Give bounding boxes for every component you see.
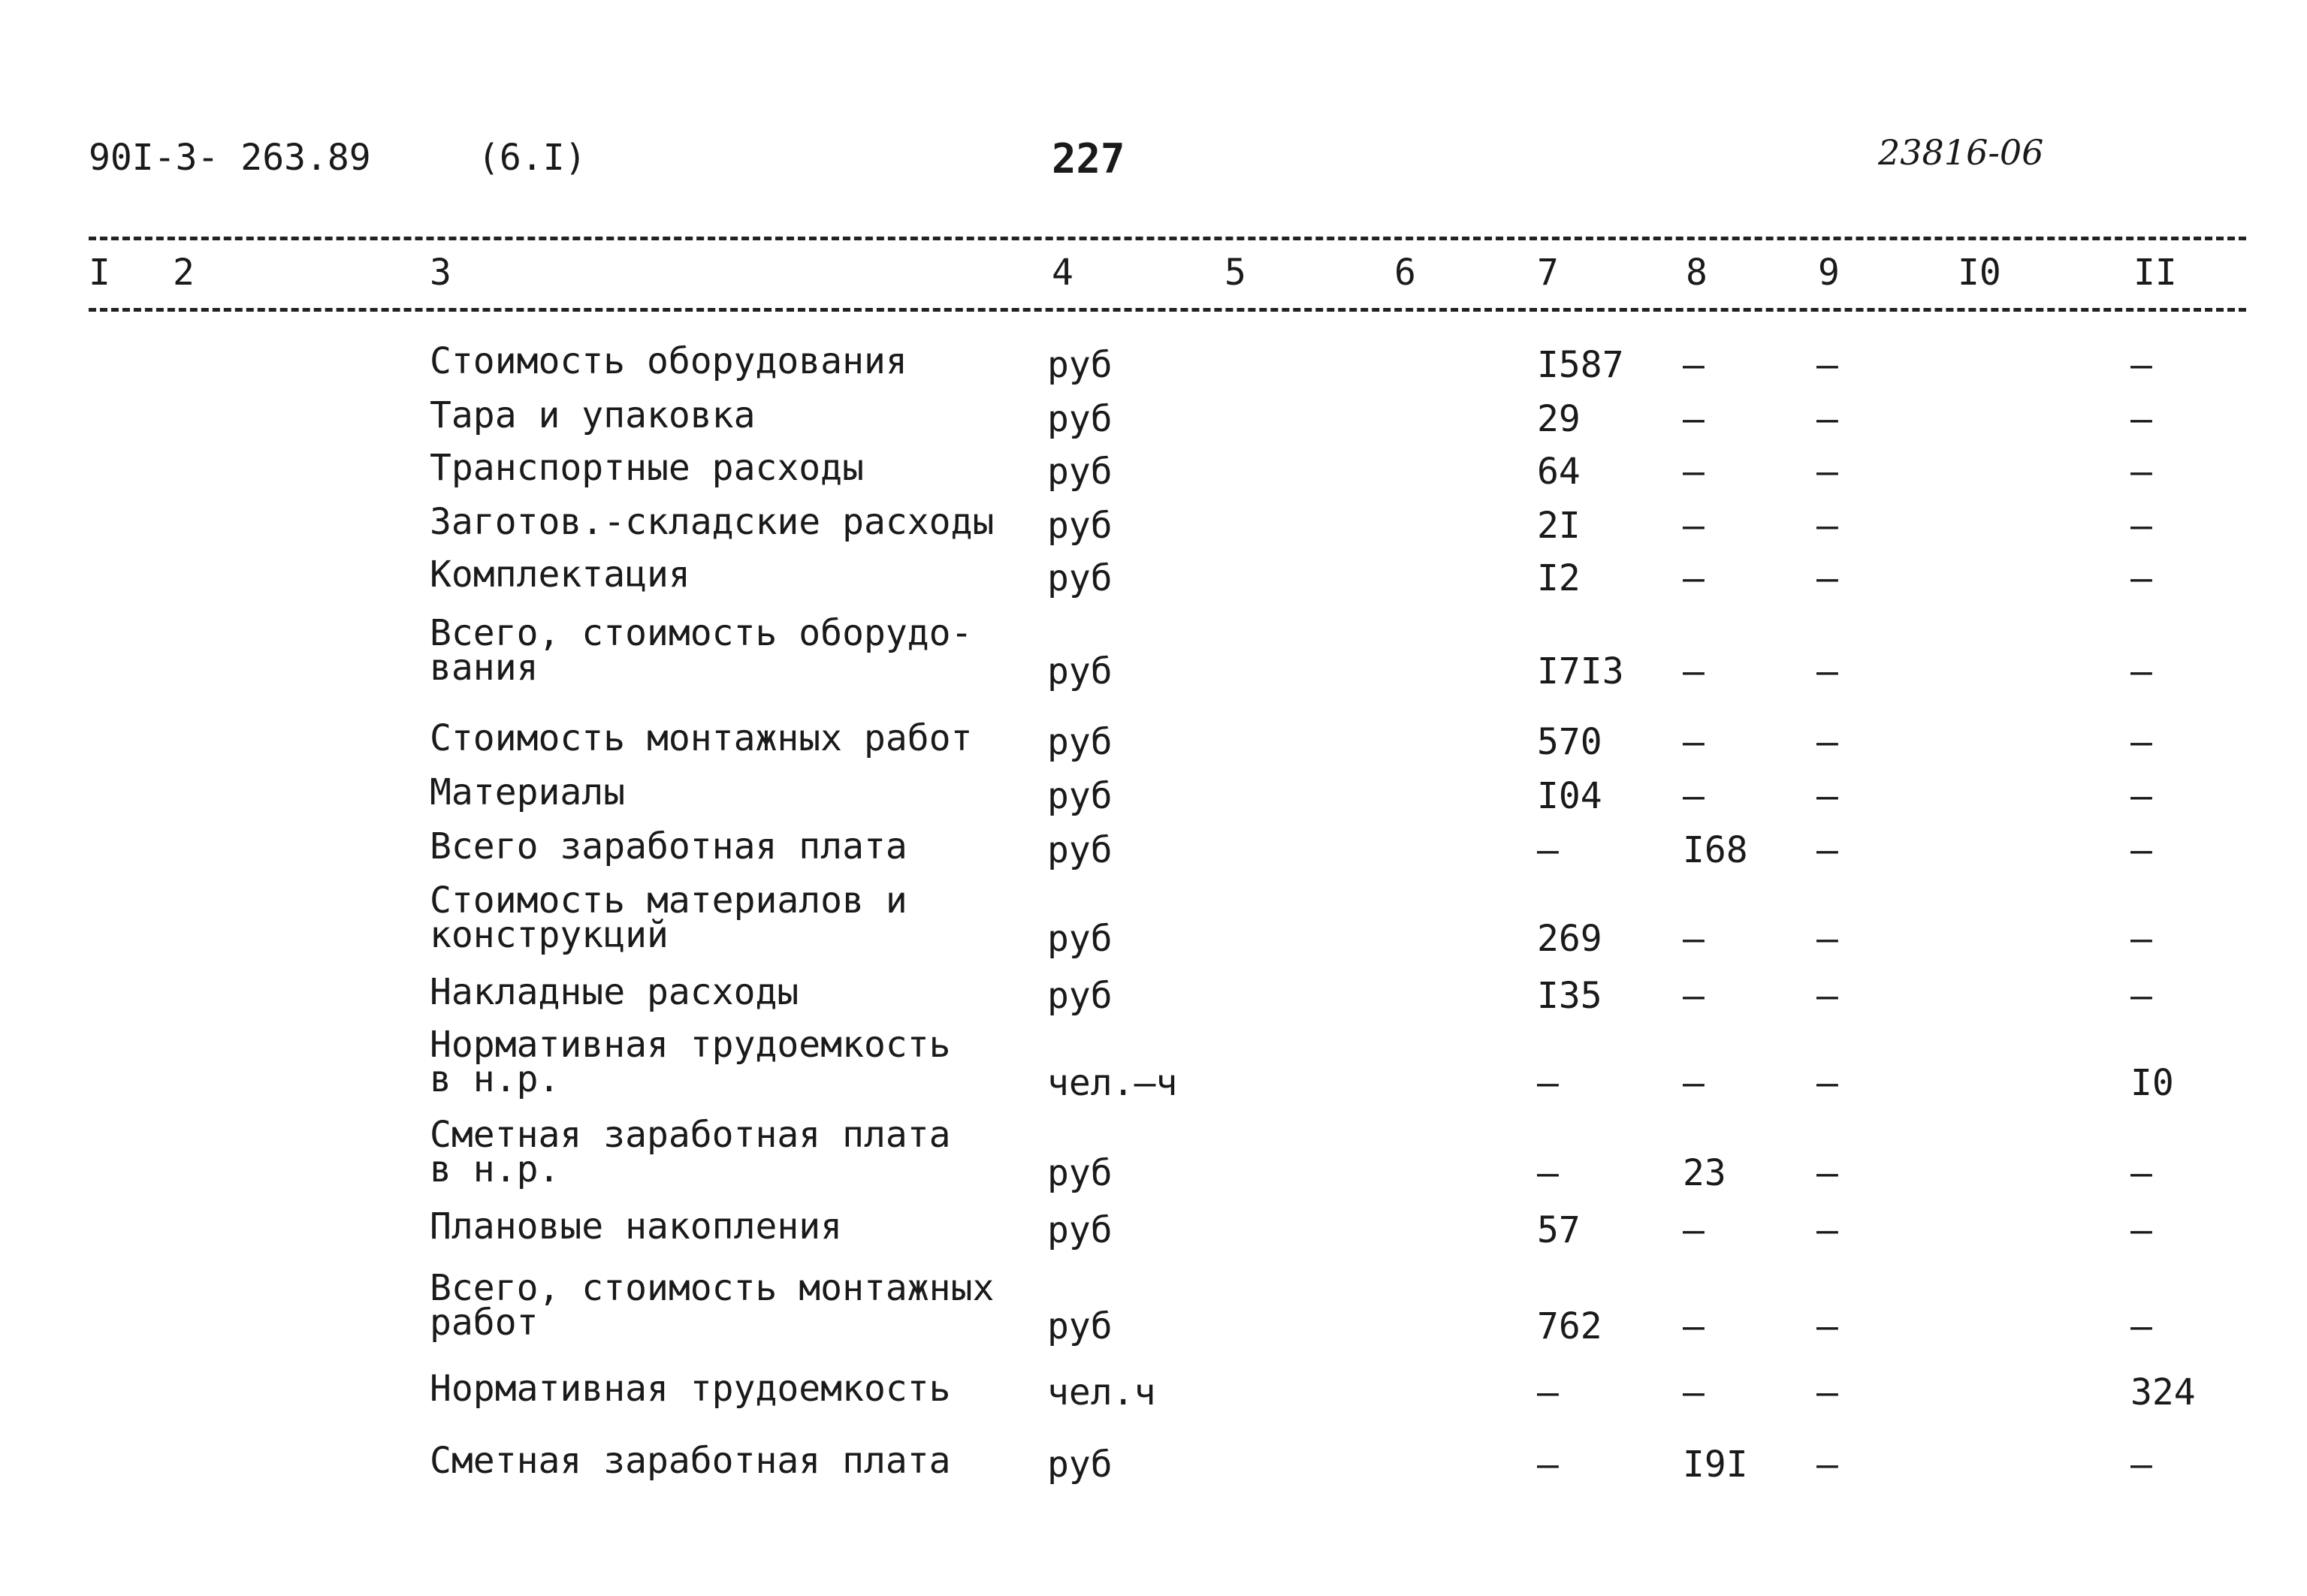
row-value-col7: I7I3 <box>1537 650 1624 692</box>
row-label: Стоимость монтажных работ <box>430 717 973 759</box>
row-value-col8: – <box>1683 557 1705 599</box>
row-unit: чел.ч <box>1047 1371 1156 1413</box>
column-number-8: 8 <box>1686 252 1708 294</box>
row-value-col9: – <box>1816 721 1838 763</box>
row-value-col11: – <box>2130 398 2152 440</box>
row-value-col9: – <box>1816 1305 1838 1347</box>
row-value-col8: – <box>1683 975 1705 1017</box>
row-value-col11: – <box>2130 1444 2152 1486</box>
row-unit: руб <box>1047 721 1113 763</box>
row-value-col7: – <box>1537 1062 1559 1104</box>
row-value-col9: – <box>1816 918 1838 960</box>
row-unit: руб <box>1047 557 1113 599</box>
row-unit: руб <box>1047 451 1113 493</box>
row-value-col9: – <box>1816 1444 1838 1486</box>
row-value-col9: – <box>1816 557 1838 599</box>
column-number-4: 4 <box>1052 252 1073 294</box>
row-value-col8: – <box>1683 1062 1705 1104</box>
row-label: Всего, стоимость оборудо- вания <box>430 612 973 689</box>
row-label: Нормативная трудоемкость <box>430 1368 951 1410</box>
row-unit: руб <box>1047 775 1113 817</box>
row-unit: руб <box>1047 344 1113 386</box>
row-value-col7: 269 <box>1537 918 1602 960</box>
row-value-col9: – <box>1816 398 1838 440</box>
row-value-col8: – <box>1683 344 1705 386</box>
row-value-col8: – <box>1683 1209 1705 1251</box>
row-value-col11: – <box>2130 1152 2152 1194</box>
row-value-col11: – <box>2130 1209 2152 1251</box>
row-value-col8: – <box>1683 1371 1705 1413</box>
row-value-col8: – <box>1683 505 1705 547</box>
row-label: Комплектация <box>430 554 690 596</box>
row-value-col7: – <box>1537 1152 1559 1194</box>
document-code: 90I-3- 263.89 <box>89 137 371 179</box>
row-value-col11: – <box>2130 650 2152 692</box>
row-value-col9: – <box>1816 505 1838 547</box>
handwritten-number: 23816-06 <box>1878 132 2044 173</box>
column-number-5: 5 <box>1224 252 1246 294</box>
row-label: Тара и упаковка <box>430 394 756 436</box>
row-value-col11: – <box>2130 775 2152 817</box>
row-unit: руб <box>1047 1209 1113 1251</box>
header-rule-bottom <box>89 308 2246 312</box>
row-unit: руб <box>1047 1152 1113 1194</box>
row-value-col11: – <box>2130 505 2152 547</box>
row-value-col9: – <box>1816 451 1838 493</box>
row-value-col11: – <box>2130 451 2152 493</box>
row-unit: руб <box>1047 918 1113 960</box>
row-value-col9: – <box>1816 1209 1838 1251</box>
row-value-col9: – <box>1816 1062 1838 1104</box>
row-value-col11: – <box>2130 975 2152 1017</box>
row-value-col8: – <box>1683 1305 1705 1347</box>
row-value-col9: – <box>1816 1152 1838 1194</box>
row-value-col8: – <box>1683 721 1705 763</box>
row-label: Транспортные расходы <box>430 447 864 489</box>
row-value-col11: – <box>2130 829 2152 871</box>
section-number: (6.I) <box>478 137 587 179</box>
row-value-col9: – <box>1816 1371 1838 1413</box>
row-unit: руб <box>1047 829 1113 871</box>
row-label: Сметная заработная плата <box>430 1440 951 1482</box>
column-number-1: I <box>89 252 110 294</box>
row-value-col11: – <box>2130 557 2152 599</box>
row-value-col8: 23 <box>1683 1152 1726 1194</box>
row-label: Всего заработная плата <box>430 825 907 867</box>
row-value-col7: I35 <box>1537 975 1602 1017</box>
row-value-col8: I9I <box>1683 1444 1748 1486</box>
row-value-col7: I2 <box>1537 557 1581 599</box>
column-number-2: 2 <box>173 252 195 294</box>
row-value-col7: – <box>1537 829 1559 871</box>
row-value-col9: – <box>1816 775 1838 817</box>
row-value-col7: 29 <box>1537 398 1581 440</box>
row-value-col9: – <box>1816 975 1838 1017</box>
column-number-10: I0 <box>1958 252 2001 294</box>
row-label: Стоимость оборудования <box>430 340 907 382</box>
row-value-col7: I587 <box>1537 344 1624 386</box>
row-unit: руб <box>1047 398 1113 440</box>
row-label: Материалы <box>430 771 626 813</box>
row-label: Сметная заработная плата в н.р. <box>430 1114 951 1190</box>
row-label: Всего, стоимость монтажных работ <box>430 1267 995 1344</box>
row-label: Заготов.-складские расходы <box>430 501 995 543</box>
row-value-col7: 64 <box>1537 451 1581 493</box>
row-value-col7: – <box>1537 1371 1559 1413</box>
row-unit: руб <box>1047 650 1113 692</box>
column-number-3: 3 <box>430 252 451 294</box>
row-value-col7: – <box>1537 1444 1559 1486</box>
row-label: Накладные расходы <box>430 971 799 1013</box>
column-number-9: 9 <box>1818 252 1840 294</box>
row-label: Стоимость материалов и конструкций <box>430 879 907 956</box>
row-value-col8: – <box>1683 918 1705 960</box>
row-value-col7: 2I <box>1537 505 1581 547</box>
row-value-col7: 570 <box>1537 721 1602 763</box>
row-unit: руб <box>1047 505 1113 547</box>
row-value-col9: – <box>1816 650 1838 692</box>
row-value-col11: 324 <box>2130 1371 2196 1413</box>
row-value-col8: – <box>1683 398 1705 440</box>
row-unit: руб <box>1047 975 1113 1017</box>
row-value-col11: – <box>2130 721 2152 763</box>
row-value-col8: – <box>1683 451 1705 493</box>
row-value-col7: 57 <box>1537 1209 1581 1251</box>
row-label: Плановые накопления <box>430 1205 843 1248</box>
column-number-11: II <box>2133 252 2177 294</box>
row-label: Нормативная трудоемкость в н.р. <box>430 1024 951 1100</box>
column-number-6: 6 <box>1394 252 1416 294</box>
row-value-col7: I04 <box>1537 775 1602 817</box>
row-value-col8: – <box>1683 650 1705 692</box>
row-value-col9: – <box>1816 344 1838 386</box>
page-number: 227 <box>1052 135 1125 183</box>
row-value-col11: – <box>2130 918 2152 960</box>
row-value-col9: – <box>1816 829 1838 871</box>
row-unit: руб <box>1047 1305 1113 1347</box>
row-unit: чел.–ч <box>1047 1062 1178 1104</box>
row-value-col7: 762 <box>1537 1305 1602 1347</box>
row-value-col11: I0 <box>2130 1062 2174 1104</box>
row-value-col11: – <box>2130 344 2152 386</box>
row-value-col8: – <box>1683 775 1705 817</box>
header-rule-top <box>89 237 2246 240</box>
row-value-col8: I68 <box>1683 829 1748 871</box>
column-number-7: 7 <box>1537 252 1559 294</box>
row-unit: руб <box>1047 1444 1113 1486</box>
row-value-col11: – <box>2130 1305 2152 1347</box>
